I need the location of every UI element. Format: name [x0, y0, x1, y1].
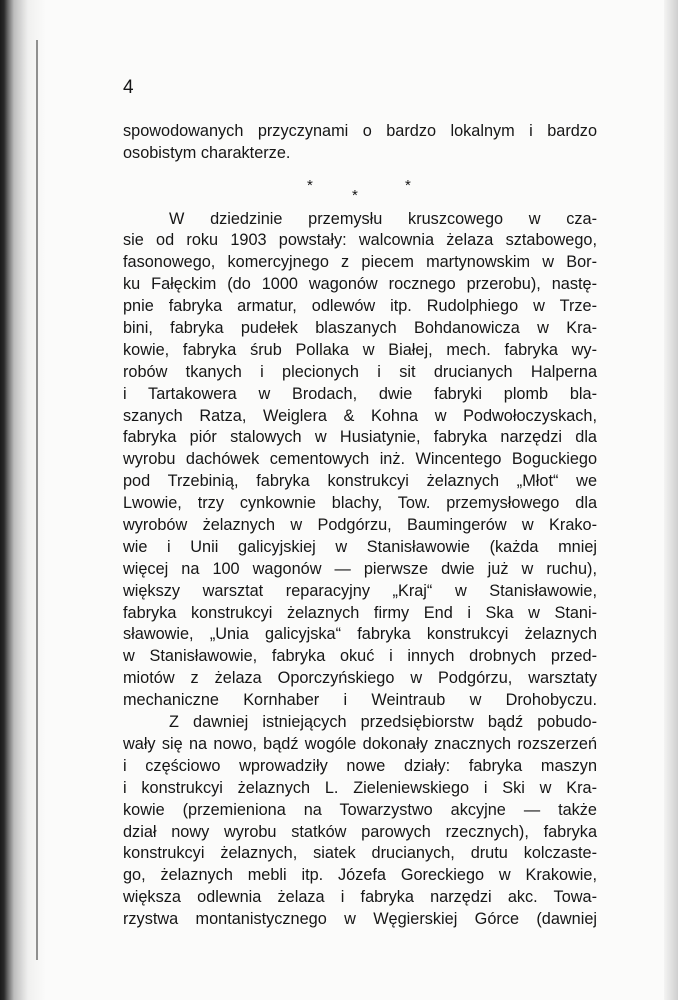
- text-line: robów tkanych i plecionych i sit drucianych Halperna: [123, 362, 597, 381]
- text-line: go, żelaznych mebli itp. Józefa Goreckiego w Krakowie,: [123, 866, 597, 885]
- text-line: miotów z żelaza Oporczyńskiego w Podgórzu, warsztaty: [123, 669, 597, 688]
- text-line: mechaniczne Kornhaber i Weintraub w Drohobyczu.: [123, 691, 597, 710]
- text-line: wyrobów żelaznych w Podgórzu, Baumingerów w Krako-: [123, 516, 597, 535]
- text-line: szanych Ratza, Weiglera & Kohna w Podwołoczyskach,: [123, 406, 597, 425]
- blank-line: [123, 165, 597, 187]
- text-line: konstrukcyi żelaznych, siatek drucianych, drutu kolczaste-: [123, 844, 597, 863]
- text-line: i Tartakowera w Brodach, dwie fabryki plomb bla-: [123, 384, 597, 403]
- scan-binding-line: [36, 40, 38, 960]
- body-text: [123, 121, 597, 931]
- paragraph-first-line: W dziedzinie przemysłu kruszcowego w cza-: [169, 209, 597, 228]
- text-line: wały się na nowo, bądź wogóle dokonały znacznych rozszerzeń: [123, 734, 597, 753]
- text-line: bini, fabryka pudełek blaszanych Bohdanowicza w Kra-: [123, 319, 597, 338]
- text-line: więcej na 100 wagonów — pierwsze dwie już w ruchu),: [123, 559, 597, 578]
- text-line: i konstrukcyi żelaznych L. Zieleniewskiego i Ski w Kra-: [123, 778, 597, 797]
- text-line: wyrobu dachówek cementowych inż. Wincentego Boguckiego: [123, 450, 597, 469]
- text-line: i częściowo wprowadziły nowe działy: fabryka maszyn: [123, 756, 597, 775]
- text-line: ku Fałęckim (do 1000 wagonów rocznego przerobu), nastę-: [123, 275, 597, 294]
- text-line: rzystwa montanistycznego w Węgierskiej Górce (dawniej: [123, 910, 597, 929]
- scan-binding-shadow: [0, 0, 46, 1000]
- separator-star: *: [307, 177, 313, 194]
- separator-star: *: [352, 187, 358, 204]
- text-line: osobistym charakterze.: [123, 143, 291, 162]
- text-line: Lwowie, trzy cynkownie blachy, Tow. przemysłowego dla: [123, 494, 597, 513]
- text-line: kowie, fabryka śrub Pollaka w Białej, mech. fabryka wy-: [123, 340, 597, 359]
- text-line: pnie fabryka armatur, odlewów itp. Rudolphiego w Trze-: [123, 297, 597, 316]
- page-number: 4: [123, 77, 134, 98]
- text-line: sławowie, „Unia galicyjska“ fabryka konstrukcyi żelaznych: [123, 625, 597, 644]
- text-line: spowodowanych przyczynami o bardzo lokalnym i bardzo: [123, 122, 597, 140]
- text-line: pod Trzebinią, fabryka konstrukcyi żelaznych „Młot“ we: [123, 472, 597, 491]
- text-line: większa odlewnia żelaza i fabryka narzędzi akc. Towa-: [123, 888, 597, 907]
- blank-line: [123, 187, 597, 209]
- text-line: fabryka piór stalowych w Husiatynie, fabryka narzędzi dla: [123, 428, 597, 447]
- separator-star: *: [405, 177, 411, 194]
- paragraph-first-line: Z dawniej istniejących przedsiębiorstw bądź pobudo-: [169, 713, 597, 732]
- scan-right-edge: [664, 0, 678, 1000]
- text-line: fasonowego, komercyjnego z piecem martynowskim w Bor-: [123, 253, 597, 272]
- text-line: dział nowy wyrobu statków parowych rzecznych), fabryka: [123, 822, 597, 841]
- text-line: wie i Unii galicyjskiej w Stanisławowie (każda mniej: [123, 537, 597, 556]
- text-line: większy warsztat reparacyjny „Kraj“ w Stanisławowie,: [123, 581, 597, 600]
- text-line: kowie (przemieniona na Towarzystwo akcyjne — także: [123, 800, 597, 819]
- text-line: sie od roku 1903 powstały: walcownia żelaza sztabowego,: [123, 231, 597, 250]
- text-line: w Stanisławowie, fabryka okuć i innych drobnych przed-: [123, 647, 597, 666]
- text-line: fabryka konstrukcyi żelaznych firmy End i Ska w Stani-: [123, 603, 597, 622]
